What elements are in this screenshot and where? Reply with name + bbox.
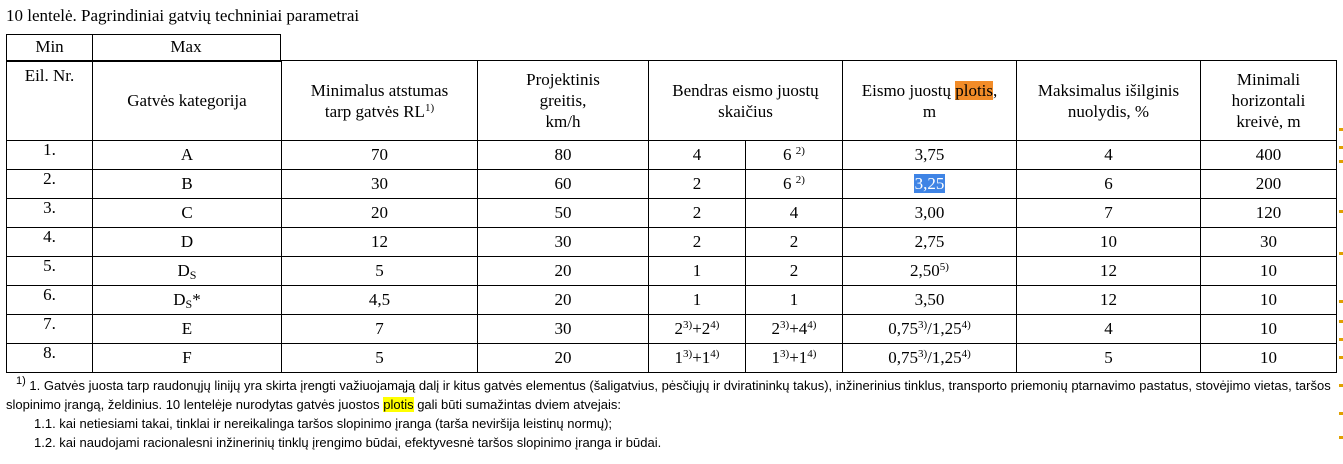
table-row: 8. F 5 20 $1^{3)}+1^{4)}$ $1^{3)}+1^{4)}$ 0,75$^{3)}$/1,25$^{4)}$ 5 10 bbox=[7, 344, 1337, 373]
col-lanes: Bendras eismo juostų skaičius bbox=[649, 61, 843, 141]
footnote-item-2: 1.2. kai naudojami racionalesni inžinerinių tinklų įrengimo būdai, efektyvesnė taršos slopinimo įranga ir būdai. bbox=[34, 435, 662, 450]
col-nr: Eil. Nr. bbox=[7, 61, 93, 141]
table-header-row bbox=[7, 61, 1337, 141]
col-width: Eismo juostų plotis, m bbox=[843, 61, 1017, 141]
search-highlight: plotis bbox=[955, 80, 994, 100]
footnotes bbox=[6, 376, 1336, 452]
table-row: 3. C 20 50 2 4 3,00 7 120 bbox=[7, 199, 1337, 228]
table-row: 1. A 70 80 4 6 $^{2)}$ 3,75 4 400 bbox=[7, 141, 1337, 170]
text-selection[interactable]: 3,25 bbox=[914, 174, 945, 193]
header-min: Min bbox=[6, 34, 93, 62]
col-speed: Projektinis greitis, km/h bbox=[478, 61, 649, 141]
col-slope: Maksimalus išilginis nuolydis, % bbox=[1017, 61, 1201, 141]
col-distance: Minimalus atstumas tarp gatvės RL$^{1)}$ bbox=[282, 61, 478, 141]
footnote-item-1: 1.1. kai netiesiami takai, tinklai ir nereikalinga taršos slopinimo įranga (tarša neviršija leistinų normų); bbox=[34, 416, 613, 431]
table-row: 5. $D_S$ 5 20 1 2 2,50$^{5)}$ 12 10 bbox=[7, 257, 1337, 286]
table-row: 7. E 7 30 $2^{3)}+2^{4)}$ $2^{3)}+4^{4)}$ 0,75$^{3)}$/1,25$^{4)}$ 4 10 bbox=[7, 315, 1337, 344]
table-row: 2. B 30 60 2 6 $^{2)}$ 3,25 6 200 bbox=[7, 170, 1337, 199]
scrollbar-search-markers[interactable] bbox=[1337, 0, 1343, 464]
table-caption: 10 lentelė. Pagrindiniai gatvių techniniai parametrai bbox=[6, 6, 360, 25]
table-row: 4. D 12 30 2 2 2,75 10 30 bbox=[7, 228, 1337, 257]
selected-cell[interactable] bbox=[843, 170, 1017, 199]
table-row: 6. $D_S*$ 4,5 20 1 1 3,50 12 10 bbox=[7, 286, 1337, 315]
header-strip bbox=[6, 34, 280, 60]
footnote-1: $^{1)}$ 1. Gatvės juosta tarp raudonųjų linijų yra skirta įrengti važiuojamąją dalį ir kitus gatvės elementus (šaligatvius, pėsčiųjų ir dviratininkų takus), inžinerinius tinklus, transporto priemonių ptarnavimo pastatus, stovėjimo vietas, taršos slopinimo įrangą, želdinius. 10 lentelėje nurodytas gatvės juostos plotis gali būti sumažintas dviem atvejais: bbox=[6, 375, 1331, 412]
col-category: Gatvės kategorija bbox=[93, 61, 282, 141]
col-curve: Minimali horizontali kreivė, m bbox=[1201, 61, 1337, 141]
parameters-table bbox=[6, 60, 1337, 373]
search-match-highlight: plotis bbox=[383, 397, 414, 412]
header-max: Max bbox=[92, 34, 281, 62]
